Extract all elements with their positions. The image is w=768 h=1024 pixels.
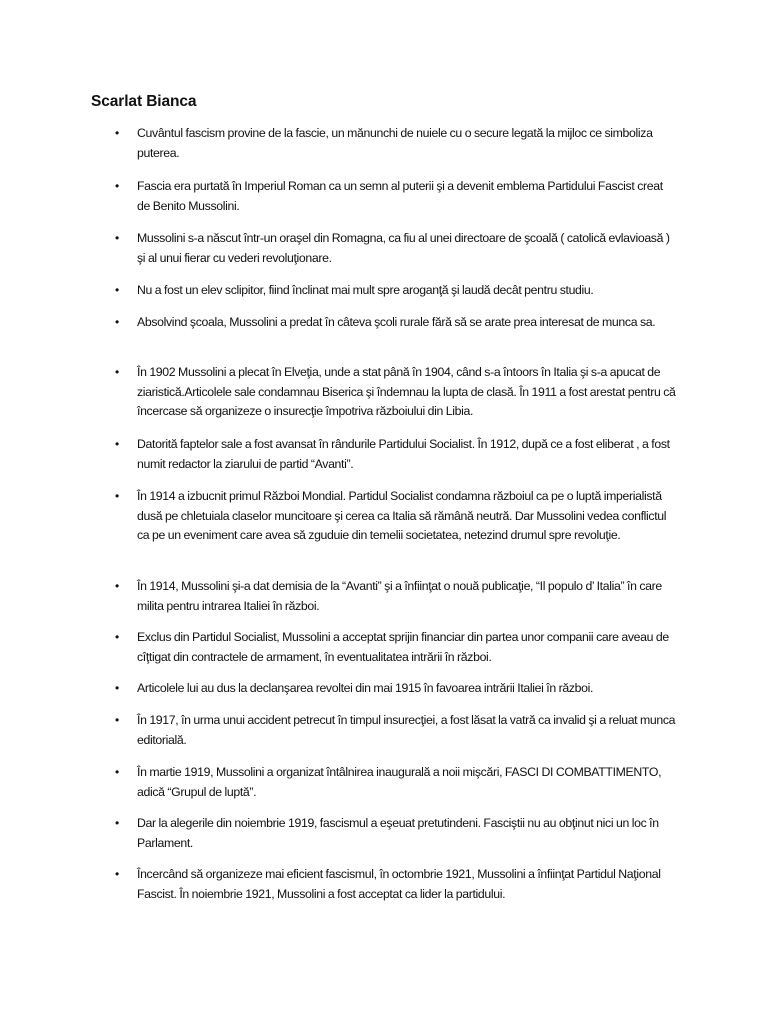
bullet-icon: • [115, 765, 120, 779]
bullet-text: Nu a fost un elev sclipitor, fiind înclinat mai mult spre aroganţă şi laudă decât pentru studiu. [137, 283, 594, 297]
bullet-icon: • [115, 489, 120, 503]
bullet-text: Dar la alegerile din noiembrie 1919, fascismul a eşeuat pretutindeni. Fasciştii nu au obţinut nici un loc în Parlament. [137, 816, 659, 850]
bullet-icon: • [115, 315, 120, 329]
bullet-icon: • [115, 283, 120, 297]
bullet-text: Mussolini s-a născut într-un oraşel din Romagna, ca fiu al unei directoare de şcoală ( catolică evlavioasă ) şi al unui fierar cu vederi revoluţionare. [137, 231, 670, 265]
bullet-icon: • [115, 713, 120, 727]
bullet-text: Cuvântul fascism provine de la fascie, un mănunchi de nuiele cu o secure legată la mijloc ce simboliza puterea. [137, 126, 653, 160]
bullet-text: Exclus din Partidul Socialist, Mussolini a acceptat sprijin financiar din partea unor companii care aveau de cîţtigat din contractele de armament, în eventualitatea intrării în război. [137, 630, 669, 664]
bullet-text: În 1914, Mussolini şi-a dat demisia de la “Avanti” şi a înfiinţat o nouă publicaţie, “Il populo d’ Italia” în care milita pentru intrarea Italiei în război. [137, 579, 662, 613]
bullet-icon: • [115, 365, 120, 379]
bullet-icon: • [115, 231, 120, 245]
bullet-icon: • [115, 437, 120, 451]
bullet-text: Articolele lui au dus la declanşarea revoltei din mai 1915 în favoarea intrării Italiei în război. [137, 681, 594, 695]
bullet-icon: • [115, 630, 120, 644]
bullet-text: Încercând să organizeze mai eficient fascismul, în octombrie 1921, Mussolini a înfiinţat Partidul Naţional Fascist. În noiembrie 1921, Mussolini a fost acceptat ca lider la partidului. [137, 867, 661, 901]
bullet-icon: • [115, 179, 120, 193]
bullet-text: Datorită faptelor sale a fost avansat în rândurile Partidului Socialist. În 1912, după ce a fost eliberat , a fost numit redactor la ziarului de partid “Avanti”. [137, 437, 670, 471]
bullet-icon: • [115, 126, 120, 140]
document-title: Scarlat Bianca [91, 93, 197, 110]
bullet-icon: • [115, 681, 120, 695]
bullet-icon: • [115, 816, 120, 830]
bullet-text: În 1917, în urma unui accident petrecut în timpul insurecţiei, a fost lăsat la vatră ca invalid şi a reluat munca editorială. [137, 713, 676, 747]
bullet-text: În 1914 a izbucnit primul Război Mondial. Partidul Socialist condamna războiul ca pe o luptă imperialistă dusă pe chletuiala claselor muncitoare şi cerea ca Italia să rămână neutră. Dar Mussolini vedea conflictul ca pe un eveniment care avea să zguduie din temelii societatea, netezind drumul spre revoluţie. [137, 489, 667, 542]
bullet-icon: • [115, 867, 120, 881]
bullet-text: În 1902 Mussolini a plecat în Elveţia, unde a stat până în 1904, când s-a întoors în Italia şi s-a apucat de ziaristică.Articolele sale condamnau Biserica şi îndemnau la lupta de clasă. În 1911 a fost arestat pentru că încercase să organizeze o insurecţie împotriva războiului din Libia. [137, 365, 676, 418]
bullet-icon: • [115, 579, 120, 593]
bullet-text: Fascia era purtată în Imperiul Roman ca un semn al puterii şi a devenit emblema Partidului Fascist creat de Benito Mussolini. [137, 179, 663, 213]
bullet-text: În martie 1919, Mussolini a organizat întâlnirea inaugurală a noii mişcări, FASCI DI COMBATTIMENTO, adică “Grupul de luptă”. [137, 765, 662, 799]
bullet-text: Absolvind şcoala, Mussolini a predat în câteva şcoli rurale fără să se arate prea interesat de munca sa. [137, 315, 656, 329]
